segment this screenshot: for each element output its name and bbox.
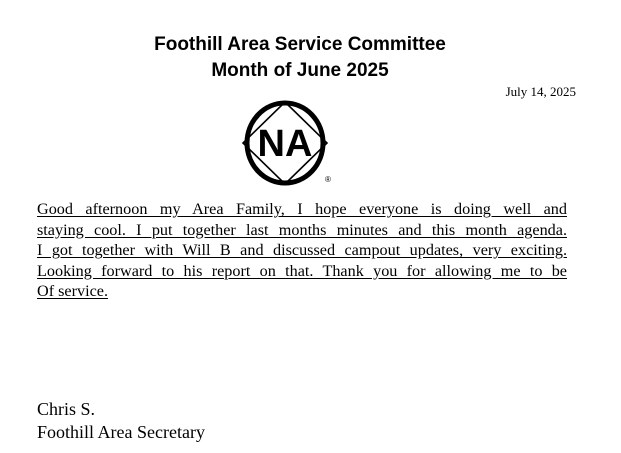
signature-name: Chris S. xyxy=(37,399,96,419)
body-line: Looking forward to his report on that. Thank you for allowing me to be xyxy=(37,261,567,280)
body-line: Good afternoon my Area Family, I hope everyone is doing well and xyxy=(37,200,567,218)
na-logo-icon xyxy=(235,98,335,188)
signature-block xyxy=(37,398,205,444)
report-period: Month of June 2025 xyxy=(211,60,389,81)
report-body xyxy=(37,199,567,302)
report-date: July 14, 2025 xyxy=(505,84,576,99)
registered-mark: ® xyxy=(325,175,331,184)
body-line: Of service. xyxy=(37,282,109,300)
signature-role: Foothill Area Secretary xyxy=(37,422,205,442)
logo-letters: NA xyxy=(257,123,313,165)
body-line: I got together with Will B and discussed campout updates, very exciting. xyxy=(37,241,567,259)
body-line: staying cool. I put together last months minutes and this month agenda. xyxy=(37,220,567,239)
report-header xyxy=(0,32,600,84)
committee-title: Foothill Area Service Committee xyxy=(154,34,446,55)
